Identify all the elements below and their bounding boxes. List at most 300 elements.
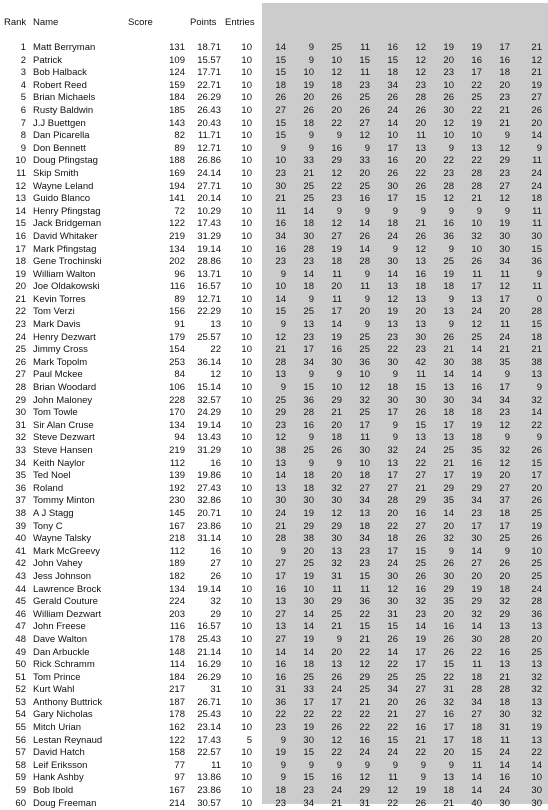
name-cell: Jack Bridgeman <box>33 218 102 230</box>
game-score-cell: 10 <box>275 155 286 167</box>
table-row <box>0 709 548 722</box>
game-score-cell: 10 <box>359 457 370 469</box>
game-score-cell: 9 <box>308 130 314 142</box>
game-score-cell: 17 <box>471 67 482 79</box>
game-score-cell: 16 <box>275 583 286 595</box>
entries-cell: 10 <box>241 621 252 633</box>
game-score-cell: 32 <box>531 684 542 696</box>
rank-cell: 5 <box>20 92 26 104</box>
game-score-cell: 15 <box>359 54 370 66</box>
game-score-cell: 34 <box>387 684 398 696</box>
game-score-cell: 38 <box>471 356 482 368</box>
points-cell: 31 <box>210 684 221 696</box>
rank-cell: 58 <box>15 759 26 771</box>
game-score-cell: 19 <box>303 633 314 645</box>
game-score-cell: 15 <box>531 319 542 331</box>
game-score-cell: 9 <box>336 369 342 381</box>
name-cell: Wayne Talsky <box>33 533 92 545</box>
game-score-cell: 34 <box>303 356 314 368</box>
points-cell: 12 <box>210 369 221 381</box>
game-score-cell: 20 <box>415 117 426 129</box>
game-score-cell: 14 <box>275 646 286 658</box>
name-cell: Robert Reed <box>33 79 87 91</box>
game-score-cell: 27 <box>499 482 510 494</box>
game-score-cell: 19 <box>499 218 510 230</box>
game-score-cell: 18 <box>387 67 398 79</box>
rank-cell: 60 <box>15 797 26 809</box>
rank-cell: 1 <box>20 42 26 53</box>
game-score-cell: 18 <box>275 785 286 797</box>
game-score-cell: 16 <box>415 268 426 280</box>
points-cell: 20.71 <box>197 507 221 519</box>
game-score-cell: 25 <box>359 344 370 356</box>
game-score-cell: 25 <box>499 533 510 545</box>
game-score-cell: 29 <box>331 155 342 167</box>
entries-header: Entries <box>225 17 255 28</box>
game-score-cell: 14 <box>359 243 370 255</box>
score-cell: 77 <box>174 759 185 771</box>
game-score-cell: 32 <box>471 230 482 242</box>
game-score-cell: 28 <box>499 633 510 645</box>
name-header: Name <box>33 17 59 28</box>
game-score-cell: 24 <box>499 785 510 797</box>
game-score-cell: 10 <box>471 218 482 230</box>
game-score-cell: 14 <box>531 407 542 419</box>
game-score-cell: 17 <box>415 646 426 658</box>
entries-cell: 10 <box>241 445 252 456</box>
game-score-cell: 9 <box>364 319 370 331</box>
game-score-cell: 9 <box>280 759 286 771</box>
game-score-cell: 9 <box>336 457 342 469</box>
name-cell: Doug Freeman <box>33 797 97 809</box>
points-cell: 16.29 <box>197 659 221 671</box>
game-score-cell: 17 <box>331 306 342 318</box>
points-cell: 17.43 <box>197 734 221 746</box>
entries-cell: 10 <box>241 281 252 293</box>
score-cell: 192 <box>169 482 185 494</box>
rank-cell: 14 <box>15 205 26 217</box>
game-score-cell: 20 <box>331 281 342 293</box>
game-score-cell: 16 <box>275 671 286 683</box>
game-score-cell: 30 <box>331 356 342 368</box>
points-cell: 26.43 <box>197 104 221 116</box>
game-score-cell: 22 <box>471 79 482 91</box>
game-score-cell: 13 <box>275 621 286 633</box>
table-row <box>0 193 548 206</box>
game-score-cell: 21 <box>499 117 510 129</box>
game-score-cell: 25 <box>275 394 286 406</box>
table-row <box>0 785 548 798</box>
game-score-cell: 30 <box>303 734 314 746</box>
game-score-cell: 11 <box>472 659 482 671</box>
entries-cell: 10 <box>241 218 252 230</box>
game-score-cell: 10 <box>331 382 342 394</box>
game-score-cell: 23 <box>359 558 370 570</box>
points-cell: 12.71 <box>197 142 221 154</box>
game-score-cell: 28 <box>387 495 398 507</box>
table-row <box>0 80 548 93</box>
game-score-cell: 21 <box>499 104 510 116</box>
game-score-cell: 35 <box>443 596 454 608</box>
rank-cell: 7 <box>20 117 26 129</box>
game-score-cell: 19 <box>415 633 426 645</box>
entries-cell: 10 <box>241 230 252 242</box>
game-score-cell: 18 <box>443 407 454 419</box>
name-cell: Brian Woodard <box>33 382 97 394</box>
game-score-cell: 31 <box>499 722 510 734</box>
game-score-cell: 21 <box>443 797 454 809</box>
game-score-cell: 25 <box>415 558 426 570</box>
score-cell: 184 <box>169 671 185 683</box>
game-score-cell: 18 <box>303 281 314 293</box>
points-cell: 19.14 <box>197 419 221 431</box>
game-score-cell: 26 <box>275 92 286 104</box>
rank-cell: 10 <box>15 155 26 167</box>
game-score-cell: 22 <box>387 722 398 734</box>
game-score-cell: 19 <box>471 42 482 53</box>
name-cell: Anthony Buttrick <box>33 696 103 708</box>
name-cell: Skip Smith <box>33 167 79 179</box>
name-cell: Mitch Urian <box>33 722 82 734</box>
game-score-cell: 15 <box>415 419 426 431</box>
table-row <box>0 105 548 118</box>
score-cell: 167 <box>169 520 185 532</box>
game-score-cell: 21 <box>275 344 286 356</box>
game-score-cell: 25 <box>359 92 370 104</box>
game-score-cell: 36 <box>531 256 542 268</box>
game-score-cell: 22 <box>387 344 398 356</box>
points-cell: 23.86 <box>197 785 221 797</box>
table-row <box>0 181 548 194</box>
game-score-cell: 25 <box>303 180 314 192</box>
name-cell: Roland <box>33 482 64 494</box>
rank-cell: 54 <box>15 709 26 721</box>
game-score-cell: 30 <box>387 570 398 582</box>
game-score-cell: 29 <box>275 407 286 419</box>
rank-cell: 4 <box>20 79 26 91</box>
game-score-cell: 32 <box>443 533 454 545</box>
game-score-cell: 14 <box>387 117 398 129</box>
table-row <box>0 609 548 622</box>
game-score-cell: 30 <box>359 445 370 456</box>
entries-cell: 10 <box>241 356 252 368</box>
game-score-cell: 22 <box>531 419 542 431</box>
game-score-cell: 30 <box>499 230 510 242</box>
game-score-cell: 13 <box>443 772 454 784</box>
game-score-cell: 23 <box>415 608 426 620</box>
game-score-cell: 26 <box>331 445 342 456</box>
game-score-cell: 9 <box>448 759 454 771</box>
game-score-cell: 30 <box>471 533 482 545</box>
rank-cell: 13 <box>15 193 26 205</box>
game-score-cell: 9 <box>364 293 370 305</box>
game-score-cell: 30 <box>531 230 542 242</box>
game-score-cell: 20 <box>443 747 454 759</box>
name-cell: Gene Trochinski <box>33 256 102 268</box>
points-cell: 19.14 <box>197 583 221 595</box>
table-row <box>0 521 548 534</box>
game-score-cell: 25 <box>531 646 542 658</box>
table-row <box>0 130 548 143</box>
game-score-cell: 18 <box>275 79 286 91</box>
game-score-cell: 28 <box>443 180 454 192</box>
game-score-cell: 28 <box>275 533 286 545</box>
points-cell: 26.29 <box>197 671 221 683</box>
name-cell: Tommy Minton <box>33 495 95 507</box>
name-cell: Brian Michaels <box>33 92 96 104</box>
game-score-cell: 28 <box>471 684 482 696</box>
game-score-cell: 21 <box>499 671 510 683</box>
game-score-cell: 21 <box>275 193 286 205</box>
name-cell: Dave Walton <box>33 633 88 645</box>
rank-cell: 3 <box>20 67 26 79</box>
table-row <box>0 319 548 332</box>
game-score-cell: 32 <box>531 709 542 721</box>
game-score-cell: 18 <box>359 520 370 532</box>
game-score-cell: 27 <box>275 104 286 116</box>
score-cell: 230 <box>169 495 185 507</box>
game-score-cell: 12 <box>331 218 342 230</box>
name-cell: Gerald Couture <box>33 596 98 608</box>
game-score-cell: 27 <box>359 117 370 129</box>
game-score-cell: 12 <box>415 67 426 79</box>
game-score-cell: 26 <box>359 104 370 116</box>
game-score-cell: 27 <box>471 709 482 721</box>
game-score-cell: 23 <box>443 167 454 179</box>
game-score-cell: 21 <box>415 218 426 230</box>
score-cell: 116 <box>169 621 185 633</box>
game-score-cell: 26 <box>415 104 426 116</box>
table-row <box>0 168 548 181</box>
name-cell: Tom Prince <box>33 671 81 683</box>
game-score-cell: 13 <box>275 369 286 381</box>
game-score-cell: 16 <box>415 722 426 734</box>
score-cell: 185 <box>169 104 185 116</box>
score-cell: 219 <box>169 445 185 456</box>
game-score-cell: 22 <box>331 709 342 721</box>
game-score-cell: 26 <box>415 180 426 192</box>
game-score-cell: 14 <box>275 470 286 482</box>
game-score-cell: 20 <box>443 608 454 620</box>
score-cell: 116 <box>169 281 185 293</box>
game-score-cell: 23 <box>303 331 314 343</box>
rank-cell: 59 <box>15 772 26 784</box>
game-score-cell: 26 <box>331 92 342 104</box>
game-score-cell: 19 <box>471 583 482 595</box>
game-score-cell: 9 <box>504 130 510 142</box>
game-score-cell: 26 <box>331 671 342 683</box>
rank-cell: 8 <box>20 130 26 142</box>
game-score-cell: 17 <box>499 382 510 394</box>
score-cell: 203 <box>169 608 185 620</box>
points-cell: 13.43 <box>197 432 221 444</box>
game-score-cell: 14 <box>387 268 398 280</box>
game-score-cell: 9 <box>448 205 454 217</box>
game-score-cell: 30 <box>415 331 426 343</box>
name-cell: Bob Ibold <box>33 785 74 797</box>
game-score-cell: 12 <box>359 772 370 784</box>
table-row <box>0 155 548 168</box>
table-row <box>0 634 548 647</box>
rank-cell: 18 <box>15 256 26 268</box>
game-score-cell: 14 <box>359 218 370 230</box>
points-cell: 22 <box>210 344 221 356</box>
game-score-cell: 20 <box>331 104 342 116</box>
game-score-cell: 9 <box>448 243 454 255</box>
game-score-cell: 11 <box>500 268 510 280</box>
rank-cell: 30 <box>15 407 26 419</box>
game-score-cell: 32 <box>499 596 510 608</box>
game-score-cell: 21 <box>275 520 286 532</box>
score-cell: 159 <box>169 79 185 91</box>
points-cell: 24.14 <box>197 167 221 179</box>
rank-cell: 28 <box>15 382 26 394</box>
table-row <box>0 558 548 571</box>
game-score-cell: 25 <box>387 671 398 683</box>
game-score-cell: 9 <box>392 369 398 381</box>
table-row <box>0 621 548 634</box>
game-score-cell: 15 <box>303 747 314 759</box>
game-score-cell: 17 <box>387 545 398 557</box>
game-score-cell: 9 <box>448 319 454 331</box>
game-score-cell: 14 <box>471 545 482 557</box>
game-score-cell: 26 <box>359 230 370 242</box>
score-cell: 189 <box>169 558 185 570</box>
game-score-cell: 34 <box>471 495 482 507</box>
entries-cell: 10 <box>241 558 252 570</box>
name-cell: Steve Hansen <box>33 445 93 456</box>
game-score-cell: 28 <box>303 243 314 255</box>
game-score-cell: 23 <box>359 79 370 91</box>
rank-cell: 11 <box>16 167 26 179</box>
game-score-cell: 16 <box>387 155 398 167</box>
game-score-cell: 12 <box>499 419 510 431</box>
game-score-cell: 16 <box>359 193 370 205</box>
entries-cell: 10 <box>241 42 252 53</box>
name-cell: William Dezwart <box>33 608 102 620</box>
game-score-cell: 24 <box>331 785 342 797</box>
game-score-cell: 25 <box>415 671 426 683</box>
game-score-cell: 14 <box>303 268 314 280</box>
points-cell: 25.43 <box>197 709 221 721</box>
rank-cell: 32 <box>15 432 26 444</box>
rank-cell: 9 <box>20 142 26 154</box>
table-row <box>0 382 548 395</box>
table-row <box>0 470 548 483</box>
game-score-cell: 22 <box>443 671 454 683</box>
table-row <box>0 357 548 370</box>
game-score-cell: 32 <box>331 482 342 494</box>
game-score-cell: 22 <box>387 659 398 671</box>
game-score-cell: 12 <box>331 67 342 79</box>
game-score-cell: 18 <box>387 218 398 230</box>
game-score-cell: 13 <box>531 734 542 746</box>
game-score-cell: 20 <box>359 167 370 179</box>
game-score-cell: 17 <box>303 344 314 356</box>
name-cell: Patrick <box>33 54 63 66</box>
game-score-cell: 14 <box>275 42 286 53</box>
game-score-cell: 32 <box>443 696 454 708</box>
game-score-cell: 30 <box>443 570 454 582</box>
game-score-cell: 16 <box>331 142 342 154</box>
game-score-cell: 14 <box>471 621 482 633</box>
game-score-cell: 21 <box>471 193 482 205</box>
game-score-cell: 13 <box>443 432 454 444</box>
score-cell: 170 <box>169 407 185 419</box>
points-cell: 10.29 <box>197 205 221 217</box>
entries-cell: 10 <box>241 130 252 142</box>
game-score-cell: 9 <box>280 772 286 784</box>
entries-cell: 10 <box>241 180 252 192</box>
name-cell: Jimmy Cross <box>33 344 88 356</box>
name-cell: Kevin Torres <box>33 293 86 305</box>
entries-cell: 10 <box>241 142 252 154</box>
game-score-cell: 16 <box>415 583 426 595</box>
game-score-cell: 19 <box>531 722 542 734</box>
game-score-cell: 9 <box>420 772 426 784</box>
name-cell: Henry Pfingstag <box>33 205 101 217</box>
score-cell: 122 <box>169 734 185 746</box>
rank-cell: 33 <box>15 445 26 456</box>
game-score-cell: 20 <box>443 54 454 66</box>
game-score-cell: 12 <box>443 117 454 129</box>
game-score-cell: 19 <box>415 785 426 797</box>
game-score-cell: 23 <box>331 193 342 205</box>
score-cell: 219 <box>169 230 185 242</box>
game-score-cell: 13 <box>415 142 426 154</box>
game-score-cell: 9 <box>536 268 542 280</box>
game-score-cell: 12 <box>387 785 398 797</box>
name-cell: Matt Berryman <box>33 42 96 53</box>
game-score-cell: 13 <box>531 659 542 671</box>
points-cell: 19.86 <box>197 470 221 482</box>
game-score-cell: 29 <box>359 671 370 683</box>
rank-cell: 44 <box>15 583 26 595</box>
rank-cell: 23 <box>15 319 26 331</box>
rank-cell: 27 <box>15 369 26 381</box>
game-score-cell: 11 <box>360 67 370 79</box>
game-score-cell: 18 <box>499 696 510 708</box>
game-score-cell: 26 <box>531 104 542 116</box>
game-score-cell: 19 <box>331 243 342 255</box>
score-cell: 202 <box>169 256 185 268</box>
game-score-cell: 9 <box>448 545 454 557</box>
game-score-cell: 9 <box>504 369 510 381</box>
entries-cell: 10 <box>241 772 252 784</box>
game-score-cell: 28 <box>531 306 542 318</box>
game-score-cell: 30 <box>443 394 454 406</box>
game-score-cell: 13 <box>275 457 286 469</box>
game-score-cell: 20 <box>499 470 510 482</box>
rank-cell: 40 <box>15 533 26 545</box>
table-row <box>0 55 548 68</box>
game-score-cell: 9 <box>536 382 542 394</box>
game-score-cell: 22 <box>471 646 482 658</box>
game-score-cell: 36 <box>359 356 370 368</box>
score-cell: 134 <box>169 419 185 431</box>
game-score-cell: 30 <box>415 394 426 406</box>
entries-cell: 10 <box>241 79 252 91</box>
game-score-cell: 25 <box>471 92 482 104</box>
table-row <box>0 218 548 231</box>
game-score-cell: 26 <box>531 445 542 456</box>
game-score-cell: 29 <box>415 495 426 507</box>
rank-cell: 36 <box>15 482 26 494</box>
table-row <box>0 445 548 458</box>
score-cell: 188 <box>169 155 185 167</box>
points-cell: 22.57 <box>197 747 221 759</box>
game-score-cell: 15 <box>275 117 286 129</box>
